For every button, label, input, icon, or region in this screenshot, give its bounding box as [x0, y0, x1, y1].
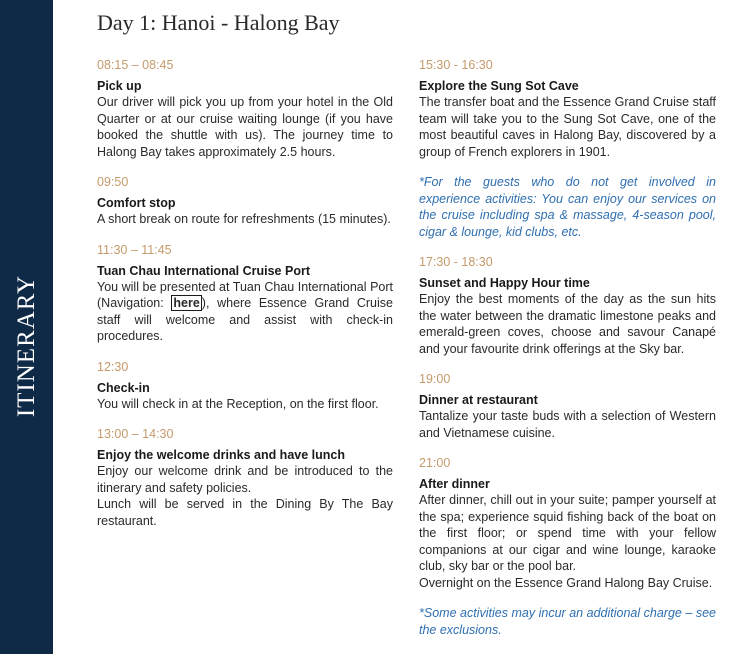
entry-dinner	[419, 371, 716, 441]
entry-heading: Comfort stop	[97, 196, 176, 210]
entry-body: The transfer boat and the Essence Grand Cruise staff team will take you to the Sung Sot Cave, one of the most beautiful caves in Halong Bay, discovered by a group of French explorers in 1901.	[419, 95, 716, 159]
entry-heading: Tuan Chau International Cruise Port	[97, 263, 310, 278]
sidebar-label: ITINERARY	[13, 274, 40, 418]
entry-body: Tantalize your taste buds with a selection of Western and Vietnamese cuisine.	[419, 409, 716, 440]
charge-note: *Some activities may incur an additional charge – see the exclusions.	[419, 606, 716, 637]
entry-body: Enjoy our welcome drink and be introduced to the itinerary and safety policies.	[97, 464, 393, 495]
guest-note: *For the guests who do not get involved in experience activities: You can enjoy our services on the cruise including spa & massage, 4-season pool, cigar & lounge, kid clubs, etc.	[419, 175, 716, 239]
entry-comfort-stop	[97, 174, 393, 228]
entry-heading: Sunset and Happy Hour time	[419, 276, 590, 290]
left-column	[97, 57, 393, 543]
entry-time: 19:00	[419, 372, 451, 386]
entry-body: You will check in at the Reception, on the first floor.	[97, 396, 379, 411]
entry-time: 13:00 – 14:30	[97, 427, 174, 441]
entry-pick-up	[97, 57, 393, 160]
entry-body	[97, 279, 393, 345]
entry-time: 21:00	[419, 456, 451, 470]
entry-body-second: Overnight on the Essence Grand Halong Bay Cruise.	[419, 575, 713, 590]
entry-body: Our driver will pick you up from your hotel in the Old Quarter or at our cruise waiting lounge (if you have booked the shuttle with us). The journey time to Halong Bay takes approximately 2.5 hours.	[97, 95, 393, 159]
entry-time: 15:30 - 16:30	[419, 58, 493, 72]
entry-body: After dinner, chill out in your suite; pamper yourself at the spa; experience squid fishing back of the boat on the first floor; or spend time with your fellow companions at our cigar and wine lounge, karaoke club, sky bar or the pool bar.	[419, 493, 716, 573]
entry-body-pre: You will be presented at Tuan Chau International Port (Navigation:	[97, 279, 393, 310]
entry-check-in	[97, 359, 393, 413]
entry-heading: Check-in	[97, 380, 150, 395]
navigation-link[interactable]: here	[173, 296, 200, 310]
entry-time: 17:30 - 18:30	[419, 255, 493, 269]
entry-time: 12:30	[97, 359, 129, 374]
entry-heading: Pick up	[97, 79, 142, 93]
entry-sunset	[419, 254, 716, 357]
entry-time: 09:50	[97, 175, 129, 189]
entry-time: 11:30 – 11:45	[97, 242, 172, 257]
entry-body: Enjoy the best moments of the day as the sun hits the water between the dramatic limestone peaks and emerald-green coves, choose and savour Canapé and your favourite drink offerings at the Sky bar.	[419, 292, 716, 356]
entry-lunch	[97, 426, 393, 529]
entry-body-post: ), where Essence Grand Cruise staff will welcome and assist with check-in procedures.	[97, 296, 393, 343]
sidebar	[0, 0, 53, 654]
entry-heading: Enjoy the welcome drinks and have lunch	[97, 448, 345, 462]
right-column	[419, 57, 716, 652]
entry-time: 08:15 – 08:45	[97, 58, 174, 72]
entry-body: A short break on route for refreshments (15 minutes).	[97, 212, 391, 226]
entry-after-dinner	[419, 455, 716, 591]
entry-body-second: Lunch will be served in the Dining By The Bay restaurant.	[97, 497, 393, 528]
entry-cruise-port	[97, 242, 393, 345]
entry-sung-sot-cave	[419, 57, 716, 160]
entry-heading: Explore the Sung Sot Cave	[419, 79, 579, 93]
entry-heading: After dinner	[419, 477, 490, 491]
entry-heading: Dinner at restaurant	[419, 393, 538, 407]
page-title: Day 1: Hanoi - Halong Bay	[97, 10, 340, 35]
